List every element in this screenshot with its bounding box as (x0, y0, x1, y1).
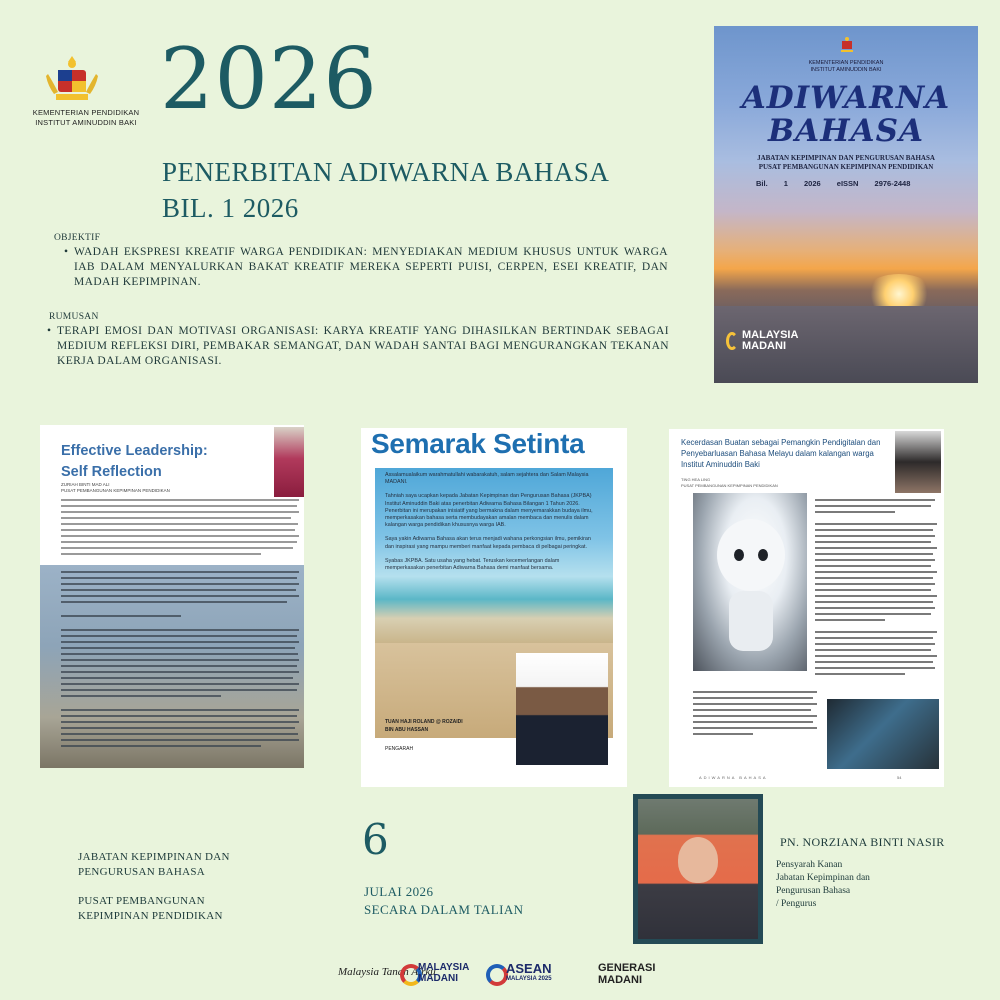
article-preview-semarak-setinta (361, 428, 627, 787)
page-number: 54 (897, 775, 902, 780)
article-title (61, 441, 208, 483)
logo-madani-line1: MALAYSIA (418, 962, 470, 973)
year-heading: 2026 (160, 30, 378, 128)
cover-subtitle (714, 154, 978, 172)
speaker-role (776, 859, 870, 911)
speaker-photo-frame (633, 794, 763, 944)
dept-line1: JABATAN KEPIMPINAN DAN (78, 851, 230, 863)
cover-ministry (714, 60, 978, 74)
foreword-text (385, 472, 595, 572)
logo-madani-line2: MADANI (418, 973, 458, 984)
logo-asean-line1: ASEAN (506, 961, 552, 976)
director-name-line2: BIN ABU HASSAN (385, 727, 429, 733)
malaysia-madani-logo (418, 962, 469, 984)
sponsor-logos (336, 962, 666, 992)
ministry-name (22, 108, 150, 128)
cover-issue-meta: Bil. 1 2026 eISSN 2976-2448 (756, 179, 911, 188)
generasi-madani-logo (598, 962, 655, 986)
cover-title-line2: BAHASA (767, 113, 925, 149)
phone-image (827, 699, 939, 769)
speaker-name: PN. NORZIANA BINTI NASIR (780, 835, 945, 849)
cover-madani-line1: MALAYSIA (742, 329, 799, 341)
speaker-role-line4: / Pengurus (776, 899, 817, 909)
author-name: ZURIAH BINTI MAD ALI (61, 482, 110, 487)
speaker-role-line1: Pensyarah Kanan (776, 860, 843, 870)
article-body-lines (815, 499, 939, 689)
speaker-face (678, 837, 718, 883)
madani-logo-mark (726, 332, 738, 350)
cover-title-line1: ADIWARNA (741, 80, 951, 116)
cover-ministry-line1: KEMENTERIAN PENDIDIKAN (808, 60, 884, 66)
director-name (385, 718, 463, 734)
article-title-line1: Effective Leadership: (61, 443, 208, 459)
event-title-line2: BIL. 1 2026 (162, 193, 299, 223)
objektif-label: OBJEKTIF (54, 233, 101, 243)
cover-crest-logo (838, 36, 856, 54)
author-photo (895, 431, 941, 493)
author-photo (274, 427, 304, 497)
event-title-line1: PENERBITAN ADIWARNA BAHASA (162, 157, 610, 187)
dept-line2: PENGURUSAN BAHASA (78, 866, 206, 878)
rumusan-body: TERAPI EMOSI DAN MOTIVASI ORGANISASI: KARYA KREATIF YANG DIHASILKAN BERTINDAK SEBAGAI MEDIUM REFLEKSI DIRI, PEMBAKAR SEMANGAT, DAN WADAH SANTAI BAGI MENGURANGKAN TEKANAN KERJA DALAM ORGANISASI. (57, 325, 669, 367)
event-day: 6 (362, 815, 389, 864)
bullet-icon: • (64, 246, 69, 258)
cover-madani-logo (742, 330, 798, 352)
centre-line2: KEPIMPINAN PENDIDIKAN (78, 910, 223, 922)
objektif-body: WADAH EKSPRESI KREATIF WARGA PENDIDIKAN: MENYEDIAKAN MEDIUM KHUSUS UNTUK WARGA IAB DALAM MENYALURKAN BAKAT KREATIF MEREKA SEPERTI PUISI, CERPEN, ESEI KREATIF, DAN MADAH KEPIMPINAN. (74, 246, 668, 288)
director-name-line1: TUAN HAJI ROLAND @ ROZAIDI (385, 719, 463, 725)
logo-generasi-line2: MADANI (598, 974, 642, 986)
rumusan-text (47, 324, 669, 369)
organiser-info (78, 850, 230, 924)
bullet-icon: • (47, 325, 52, 337)
rumusan-label: RUMUSAN (49, 312, 99, 322)
article-body-lines (61, 571, 301, 761)
malaysia-crest-logo (44, 52, 100, 106)
cover-title (714, 82, 978, 148)
ministry-line1: KEMENTERIAN PENDIDIKAN (32, 108, 140, 117)
article-title: Kecerdasan Buatan sebagai Pemangkin Pendigitalan dan Penyebarluasan Bahasa Melayu dalam kalangan warga Institut Aminuddin Baki (681, 438, 881, 469)
page-footer: ADIWARNA BAHASA (699, 775, 768, 780)
logo-asean-line2: MALAYSIA 2025 (506, 976, 552, 982)
malaysia-tanah-airku-logo: Malaysia Tanah Airku (338, 966, 436, 978)
article-body-lines (693, 691, 819, 751)
speaker-role-line2: Jabatan Kepimpinan dan (776, 873, 870, 883)
asean-ring-icon (486, 964, 508, 986)
speaker-role-line3: Pengurusan Bahasa (776, 886, 851, 896)
robot-icon (693, 493, 807, 671)
director-role: PENGARAH (385, 746, 414, 752)
article-title-line2: Self Reflection (61, 464, 162, 480)
article-author (61, 482, 170, 494)
foreword-para3: Saya yakin Adiwarna Bahasa akan terus menjadi wahana perkongsian ilmu, pemikiran dan inspirasi yang mampu memberi manfaat kepada pembaca di pelbagai peringkat. (385, 536, 591, 550)
cover-ministry-line2: INSTITUT AMINUDDIN BAKI (810, 67, 882, 73)
centre-line1: PUSAT PEMBANGUNAN (78, 895, 205, 907)
article-body-lines (61, 499, 301, 561)
author-unit: PUSAT PEMBANGUNAN KEPIMPINAN PENDIDIKAN (681, 483, 778, 488)
author-name: TING HEA LING (681, 477, 711, 482)
article-preview-ai (669, 429, 944, 787)
event-title (162, 154, 609, 226)
cover-sub-line2: PUSAT PEMBANGUNAN KEPIMPINAN PENDIDIKAN (758, 163, 934, 171)
event-month-year: JULAI 2026 (364, 884, 434, 899)
foreword-para1: Assalamualaikum warahmatullahi wabarakatuh, salam sejahtera dan Salam Malaysia MADANI. (385, 472, 589, 486)
article-preview-leadership (40, 425, 304, 768)
cover-madani-line2: MADANI (742, 340, 786, 352)
robot-image (693, 493, 807, 671)
logo-generasi-line1: GENERASI (598, 962, 656, 974)
article-author (681, 477, 778, 489)
event-date (364, 883, 523, 919)
speaker-photo (638, 799, 758, 939)
author-unit: PUSAT PEMBANGUNAN KEPIMPINAN PENDIDIKAN (61, 488, 170, 493)
director-photo (516, 653, 608, 765)
event-mode: SECARA DALAM TALIAN (364, 902, 524, 917)
article-title: Semarak Setinta (371, 428, 585, 459)
ministry-line2: INSTITUT AMINUDDIN BAKI (35, 118, 137, 127)
objektif-text (64, 245, 668, 290)
asean-malaysia-logo (506, 962, 552, 983)
cover-sub-line1: JABATAN KEPIMPINAN DAN PENGURUSAN BAHASA (757, 154, 935, 162)
foreword-para2: Tahniah saya ucapkan kepada Jabatan Kepimpinan dan Pengurusan Bahasa (JKPBA) Institut Aminuddin Baki atas penerbitan Adiwarna Bahasa Bilangan 1 Tahun 2026. Penerbitan ini merupakan inisiatif yang bermakna dalam menyemarakkan budaya ilmu, memperkasakan bahasa serta membudayakan amalan membaca dan menulis dalam kalangan warga pendidikan khususnya warga IAB. (385, 493, 593, 529)
foreword-para4: Syabas JKPBA. Satu usaha yang hebat. Teruskan kecemerlangan dalam memperkasakan penerbitan Adiwarna Bahasa demi manfaat bersama. (385, 557, 560, 572)
magazine-cover (714, 26, 978, 383)
